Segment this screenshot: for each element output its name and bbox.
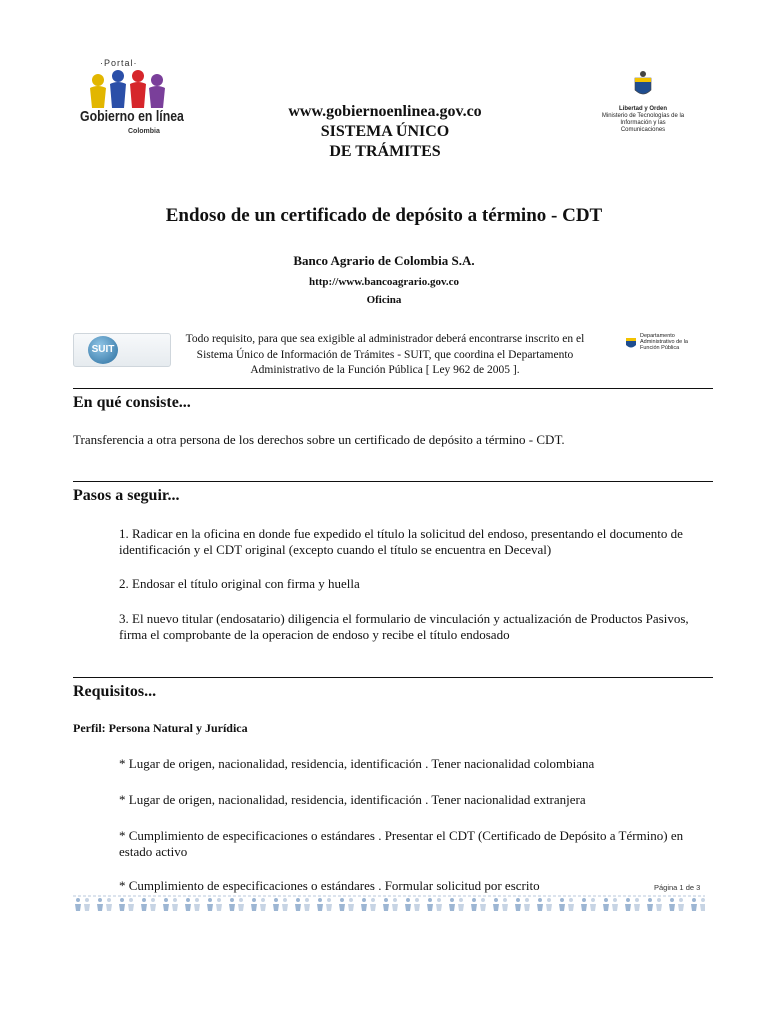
requirement-item: * Lugar de origen, nacionalidad, residencia, identificación . Tener nacionalidad colombiana	[119, 756, 595, 771]
step-item: 2. Endosar el título original con firma y huella	[119, 576, 360, 591]
dafp-logo-text: Departamento Administrativo de la Función Pública	[640, 333, 688, 351]
gobierno-en-linea-logo	[78, 58, 184, 148]
ministry-name: Ministerio de Tecnologías de la Información y las Comunicaciones	[601, 113, 685, 133]
page-number: Página 1 de 3	[654, 883, 701, 892]
section-title-steps: Pasos a seguir...	[73, 487, 180, 504]
step-item: 1. Radicar en la oficina en donde fue expedido el título la solicitud del endoso, presentando el documento de identificación y el CDT original (excepto cuando el título se encuentra en Deceval)	[119, 526, 683, 557]
logo-country: Colombia	[128, 128, 160, 135]
site-url: www.gobiernoenlinea.gov.co	[288, 103, 482, 120]
section-title-what: En qué consiste...	[73, 394, 191, 411]
suit-notice: Todo requisito, para que sea exigible al administrador deberá encontrarse inscrito en el Sistema Único de Información de Trámites - SUIT, que coordina el Departamento Administrativo de la Función Pública [ Ley 962 de 2005 ].	[185, 333, 585, 376]
entity-name: Banco Agrario de Colombia S.A.	[293, 253, 475, 268]
requirements-profile: Perfil: Persona Natural y Jurídica	[73, 721, 248, 735]
portal-label: ·Portal·	[100, 58, 138, 68]
divider	[73, 388, 713, 389]
system-title-line1: SISTEMA ÚNICO	[320, 123, 450, 140]
office-label: Oficina	[366, 294, 402, 306]
footer-decorative-band	[73, 895, 705, 913]
section-title-requirements: Requisitos...	[73, 683, 157, 700]
dafp-emblem-icon	[624, 334, 638, 350]
suit-badge: SUIT	[88, 336, 118, 364]
requirement-item: * Cumplimiento de especificaciones o estándares . Presentar el CDT (Certificado de Depósito a Término) en estado activo	[119, 828, 684, 859]
divider	[73, 677, 713, 678]
ministry-motto: Libertad y Orden	[618, 106, 667, 112]
logo-title: Gobierno en línea	[80, 108, 184, 125]
coat-of-arms-icon	[631, 70, 655, 100]
what-description: Transferencia a otra persona de los derechos sobre un certificado de depósito a término - CDT.	[73, 432, 565, 447]
divider	[73, 481, 713, 482]
dafp-logo	[624, 333, 696, 353]
entity-url: http://www.bancoagrario.gov.co	[308, 276, 460, 288]
requirement-item: * Lugar de origen, nacionalidad, residencia, identificación . Tener nacionalidad extranjera	[119, 792, 586, 807]
suit-logo	[73, 333, 171, 367]
system-title-line2: DE TRÁMITES	[329, 143, 441, 160]
document-title: Endoso de un certificado de depósito a término - CDT	[165, 205, 603, 226]
requirement-item: * Cumplimiento de especificaciones o estándares . Formular solicitud por escrito	[119, 878, 540, 893]
ministry-text	[598, 106, 688, 134]
ministry-logo	[598, 68, 688, 133]
step-item: 3. El nuevo titular (endosatario) diligencia el formulario de vinculación y actualización de Productos Pasivos, firma el comprobante de la operacion de endoso y recibe el título endosado	[119, 611, 689, 642]
